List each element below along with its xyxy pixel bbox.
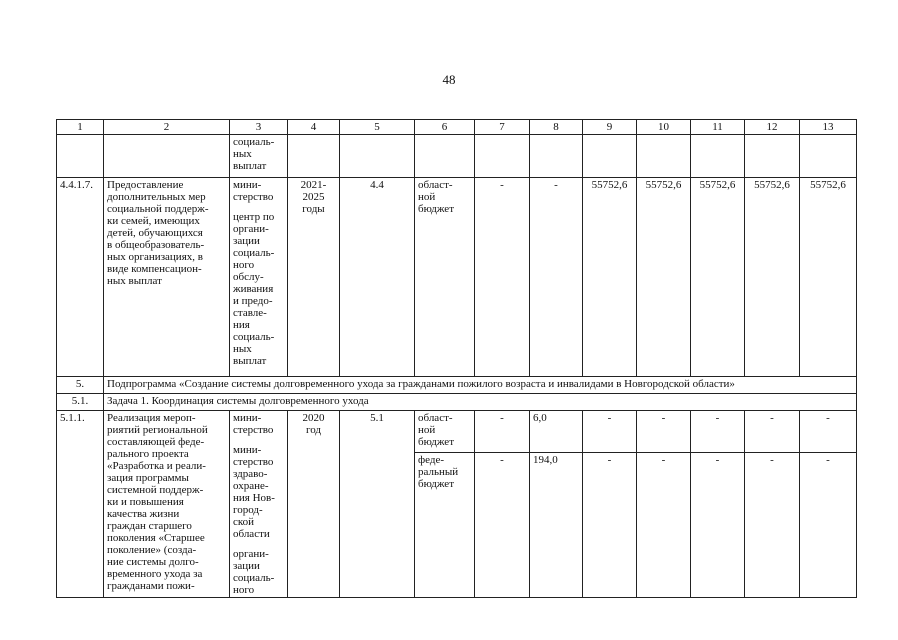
- header-cell: 2: [104, 120, 230, 135]
- value-cell: -: [583, 452, 637, 597]
- value-cell: -: [745, 411, 800, 453]
- table-row: [57, 411, 857, 453]
- target-cell: 5.1: [340, 411, 415, 598]
- period-cell: 2021- 2025 годы: [288, 178, 340, 377]
- table-row: [57, 178, 857, 377]
- value-cell: 55752,6: [800, 178, 857, 377]
- source-cell: област- ной бюджет: [415, 178, 475, 377]
- value-cell: 6,0: [530, 411, 583, 453]
- header-cell: 3: [230, 120, 288, 135]
- value-cell: 55752,6: [637, 178, 691, 377]
- row-number: 5.1.: [57, 394, 104, 411]
- table-row: [57, 394, 857, 411]
- value-cell: 55752,6: [691, 178, 745, 377]
- value-cell: 55752,6: [745, 178, 800, 377]
- header-row: [57, 120, 857, 135]
- header-cell: 13: [800, 120, 857, 135]
- header-cell: 12: [745, 120, 800, 135]
- value-cell: -: [637, 452, 691, 597]
- value-cell: -: [530, 178, 583, 377]
- value-cell: -: [475, 411, 530, 453]
- value-cell: 55752,6: [583, 178, 637, 377]
- header-cell: 11: [691, 120, 745, 135]
- source-cell: феде- ральный бюджет: [415, 452, 475, 597]
- value-cell: -: [691, 452, 745, 597]
- value-cell: -: [475, 452, 530, 597]
- header-cell: 1: [57, 120, 104, 135]
- executor-cell: социаль- ных выплат: [230, 135, 288, 178]
- measure-name: Реализация мероп- риятий региональной составляющей феде- рального проекта «Разработка и реали- зация программы системной поддерж- ки и повышения качества жизни граждан старшего поколения «Старшее поколение» (созда- ние системы долго- временного ухода за гражданами пожи-: [104, 411, 230, 598]
- measure-name: Предоставление дополнительных мер социальной поддерж- ки семей, имеющих детей, обучающихся в общеобразователь- ных организациях, в виде компенсацион- ных выплат: [104, 178, 230, 377]
- executor-cell: мини- стерство центр по органи- зации социаль- ного обслу- живания и предо- ставле- ния социаль- ных выплат: [230, 178, 288, 377]
- subprogram-title: Подпрограмма «Создание системы долговременного ухода за гражданами пожилого возраста и инвалидами в Новгородской области»: [104, 377, 857, 394]
- header-cell: 8: [530, 120, 583, 135]
- value-cell: -: [475, 178, 530, 377]
- row-number: 5.1.1.: [57, 411, 104, 598]
- header-cell: 7: [475, 120, 530, 135]
- source-cell: област- ной бюджет: [415, 411, 475, 453]
- task-title: Задача 1. Координация системы долговременного ухода: [104, 394, 857, 411]
- header-cell: 10: [637, 120, 691, 135]
- table-row: [57, 377, 857, 394]
- value-cell: 194,0: [530, 452, 583, 597]
- header-cell: 9: [583, 120, 637, 135]
- value-cell: -: [800, 411, 857, 453]
- row-number: 5.: [57, 377, 104, 394]
- program-table: [56, 119, 857, 598]
- page-number: 48: [442, 72, 456, 87]
- period-cell: 2020 год: [288, 411, 340, 598]
- value-cell: -: [583, 411, 637, 453]
- target-cell: 4.4: [340, 178, 415, 377]
- table-row: [57, 135, 857, 178]
- value-cell: -: [800, 452, 857, 597]
- value-cell: -: [745, 452, 800, 597]
- header-cell: 6: [415, 120, 475, 135]
- row-number: 4.4.1.7.: [57, 178, 104, 377]
- value-cell: -: [691, 411, 745, 453]
- value-cell: -: [637, 411, 691, 453]
- executor-cell: мини- стерство мини- стерство здраво- охране- ния Нов- город- ской области органи- зации социаль- ного: [230, 411, 288, 598]
- header-cell: 5: [340, 120, 415, 135]
- header-cell: 4: [288, 120, 340, 135]
